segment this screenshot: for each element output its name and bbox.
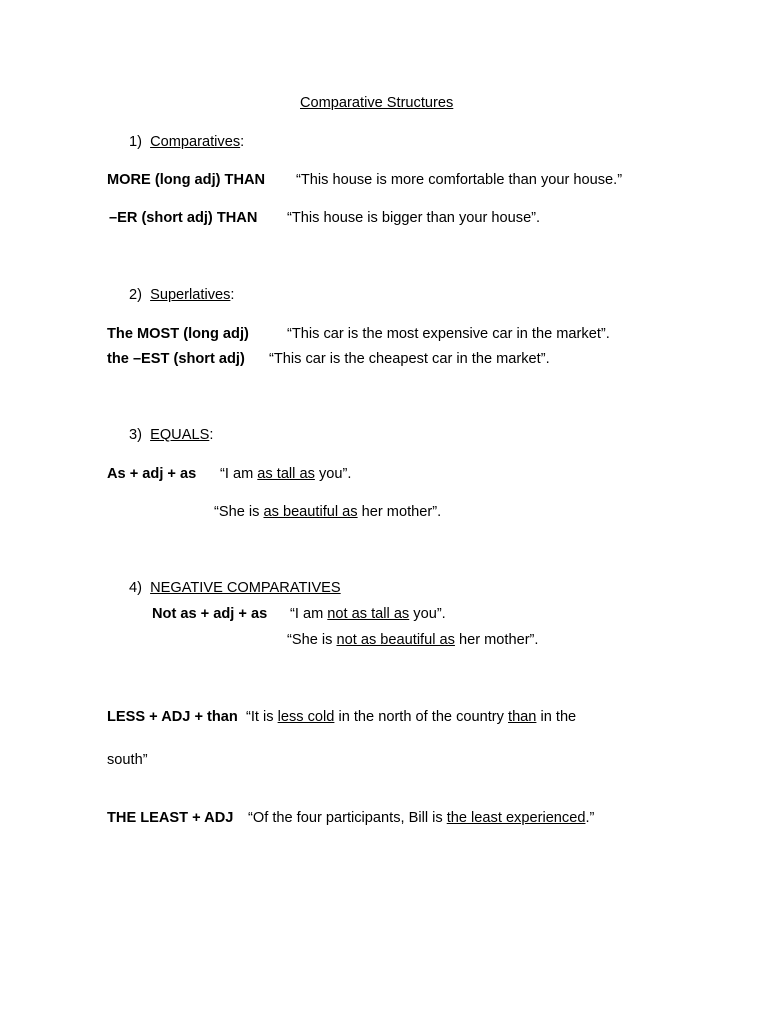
section-number: 1) — [129, 134, 142, 150]
text: “It is — [246, 709, 278, 725]
rule-label: THE LEAST + ADJ — [107, 810, 234, 826]
underlined-phrase: than — [508, 709, 537, 725]
section-number: 2) — [129, 287, 142, 303]
example-sentence — [290, 605, 446, 623]
example-sentence — [287, 631, 538, 649]
example-sentence — [248, 809, 594, 827]
text: “She is — [214, 504, 264, 520]
section-3-heading — [129, 426, 213, 444]
example-continuation: south” — [107, 752, 148, 768]
rule-label: LESS + ADJ + than — [107, 709, 238, 725]
rule-label: –ER (short adj) THAN — [109, 210, 258, 226]
rule-label: As + adj + as — [107, 466, 197, 482]
section-title: NEGATIVE COMPARATIVES — [150, 580, 341, 596]
text: you”. — [409, 606, 446, 622]
section-number: 4) — [129, 580, 142, 596]
example-sentence: “This house is more comfortable than your house.” — [296, 172, 623, 188]
section-title: Comparatives — [150, 134, 241, 150]
text: in the — [536, 709, 577, 725]
underlined-phrase: the least experienced — [446, 810, 586, 826]
colon: : — [209, 427, 214, 443]
colon: : — [240, 134, 245, 150]
section-2-heading — [129, 286, 234, 304]
page-title: Comparative Structures — [300, 95, 454, 111]
underlined-phrase: as beautiful as — [263, 504, 358, 520]
rule-label: Not as + adj + as — [152, 606, 268, 622]
example-sentence: “This house is bigger than your house”. — [287, 210, 541, 226]
section-4-heading — [129, 579, 341, 597]
underlined-phrase: not as beautiful as — [336, 632, 455, 648]
rule-label: the –EST (short adj) — [107, 351, 245, 367]
underlined-phrase: less cold — [277, 709, 335, 725]
text: “I am — [290, 606, 328, 622]
rule-label: MORE (long adj) THAN — [107, 172, 266, 188]
underlined-phrase: as tall as — [257, 466, 315, 482]
text: you”. — [314, 466, 352, 482]
text: in the north of the country — [334, 709, 509, 725]
colon: : — [230, 287, 235, 303]
rule-label: The MOST (long adj) — [107, 326, 249, 342]
example-sentence — [246, 708, 576, 726]
section-1-heading — [129, 133, 244, 151]
section-title: EQUALS — [150, 427, 210, 443]
example-sentence — [214, 503, 441, 521]
text: “I am — [220, 466, 258, 482]
text: her mother”. — [454, 632, 539, 648]
text: “Of the four participants, Bill is — [248, 810, 447, 826]
underlined-phrase: not as tall as — [327, 606, 410, 622]
example-sentence: “This car is the cheapest car in the market”. — [269, 351, 550, 367]
text: .” — [585, 810, 595, 826]
text: “She is — [287, 632, 337, 648]
text: her mother”. — [357, 504, 442, 520]
example-sentence — [220, 465, 351, 483]
section-number: 3) — [129, 427, 142, 443]
example-sentence: “This car is the most expensive car in the market”. — [287, 326, 610, 342]
section-title: Superlatives — [150, 287, 231, 303]
